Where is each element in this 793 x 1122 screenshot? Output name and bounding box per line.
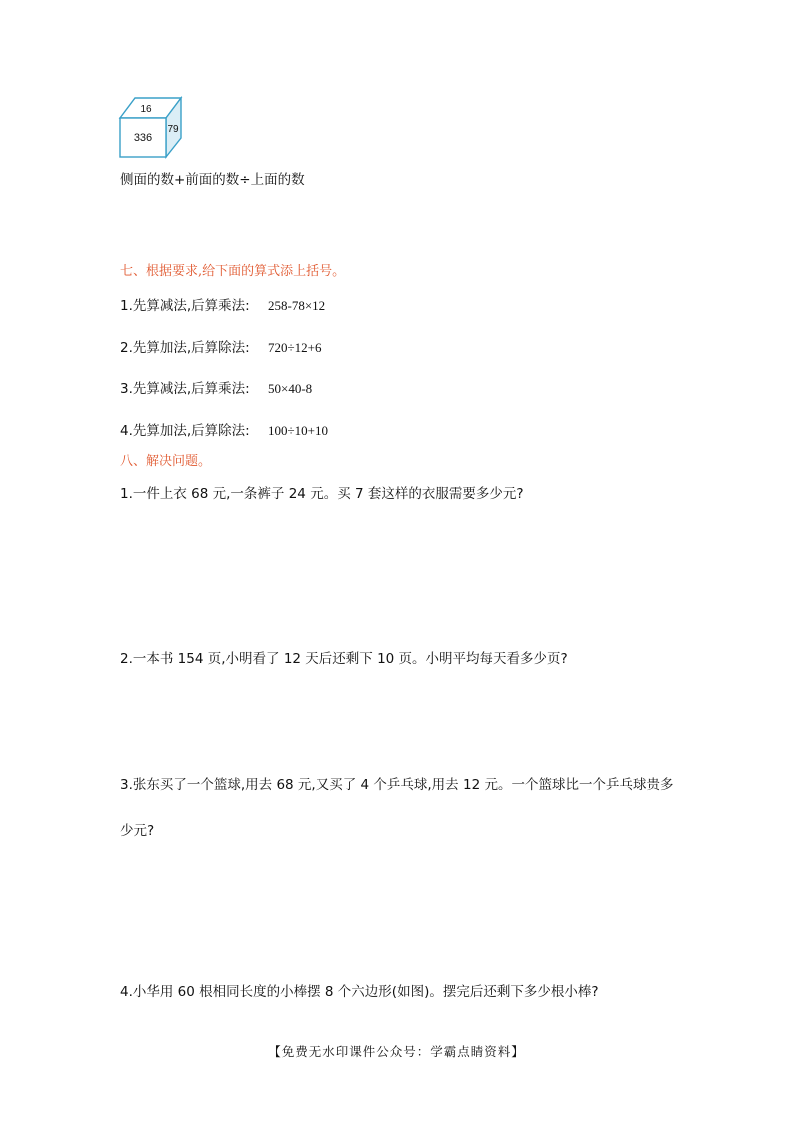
question-2: 2.一本书 154 页,小明看了 12 天后还剩下 10 页。小明平均每天看多少页? <box>120 651 568 667</box>
question-1: 1.一件上衣 68 元,一条裤子 24 元。买 7 套这样的衣服需要多少元? <box>120 486 524 502</box>
cube-side-number: 79 <box>167 124 179 135</box>
item-expression: 50×40-8 <box>268 381 313 396</box>
item-label: 2.先算加法,后算除法: <box>120 340 250 356</box>
item-label: 3.先算减法,后算乘法: <box>120 381 250 397</box>
question-4: 4.小华用 60 根相同长度的小棒摆 8 个六边形(如图)。摆完后还剩下多少根小棒? <box>120 984 599 1000</box>
cube-front-number: 336 <box>133 132 153 144</box>
section7-heading: 七、根据要求,给下面的算式添上括号。 <box>120 264 346 279</box>
section7-item-2 <box>120 339 520 357</box>
section7-item-3 <box>120 380 520 398</box>
item-expression: 258-78×12 <box>268 298 326 313</box>
question-3-line-1: 3.张东买了一个篮球,用去 68 元,又买了 4 个乒乓球,用去 12 元。一个篮球比一个乒乓球贵多 <box>120 777 674 793</box>
item-expression: 720÷12+6 <box>268 340 322 355</box>
question-3-line-2: 少元? <box>120 823 155 839</box>
section7-item-1 <box>120 297 520 315</box>
item-label: 4.先算加法,后算除法: <box>120 423 250 439</box>
section8-heading: 八、解决问题。 <box>120 454 212 469</box>
number-cube-figure <box>116 94 186 160</box>
footer-watermark-text: 【免费无水印课件公众号：学霸点睛资料】 <box>268 1044 525 1059</box>
cube-top-number: 16 <box>140 104 152 115</box>
section7-item-4 <box>120 422 520 440</box>
item-label: 1.先算减法,后算乘法: <box>120 298 250 314</box>
item-expression: 100÷10+10 <box>268 423 328 438</box>
cube-rule-text: 侧面的数+前面的数÷上面的数 <box>120 172 305 188</box>
